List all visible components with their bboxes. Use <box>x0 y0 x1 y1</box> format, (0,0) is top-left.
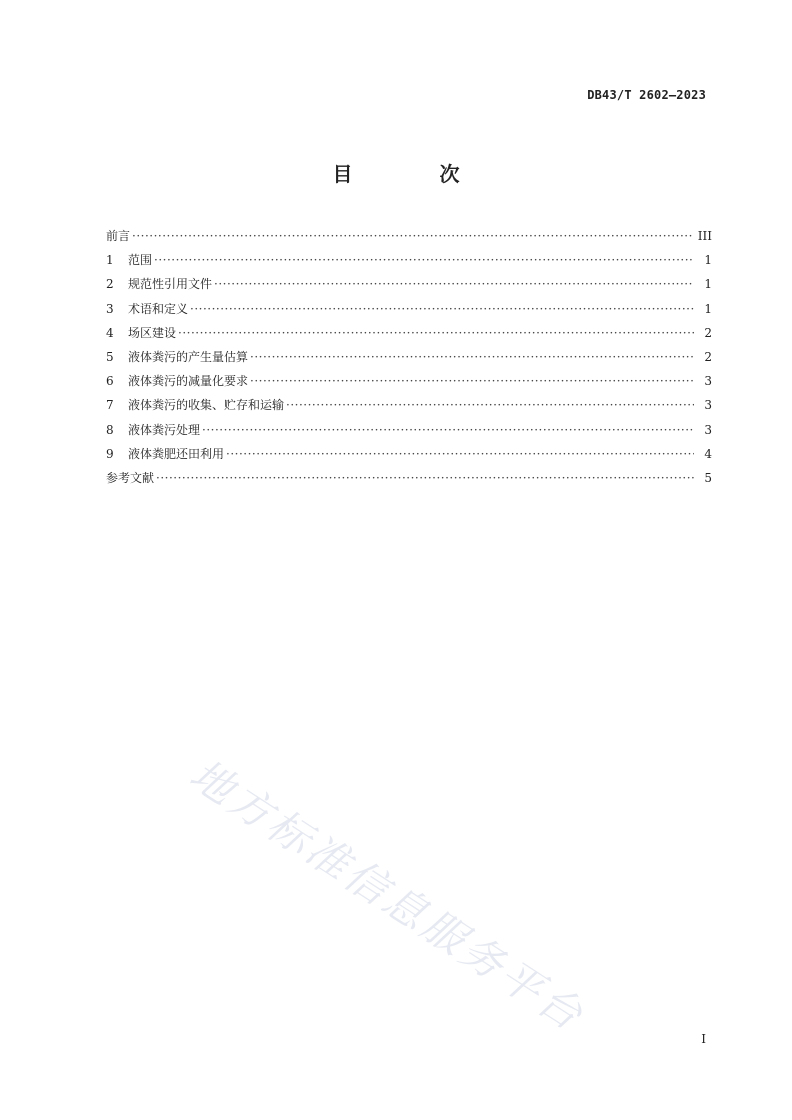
toc-entry-page: 1 <box>704 253 712 268</box>
toc-entry-number: 2 <box>106 277 114 292</box>
toc-dot-leader <box>286 393 694 417</box>
toc-entry-number: 1 <box>106 253 114 268</box>
toc-entry[interactable] <box>106 272 712 296</box>
toc-entry-label: 场区建设 <box>128 325 177 340</box>
toc-entry[interactable] <box>106 224 712 248</box>
toc-entry-label: 规范性引用文件 <box>128 277 213 292</box>
toc-entry[interactable] <box>106 345 712 369</box>
toc-entry-label: 参考文献 <box>106 470 155 485</box>
toc-dot-leader <box>154 248 694 272</box>
toc-entry-label: 前言 <box>106 229 131 243</box>
toc-entry-page: III <box>697 229 712 243</box>
toc-dot-leader <box>190 297 694 321</box>
toc-dot-leader <box>178 321 694 345</box>
toc-entry-label: 液体粪污的收集、贮存和运输 <box>128 398 285 413</box>
table-of-contents <box>106 224 712 490</box>
toc-entry-number: 7 <box>106 398 114 413</box>
toc-entry-page: 4 <box>704 446 712 461</box>
toc-entry-page: 5 <box>704 470 712 485</box>
toc-entry-page: 2 <box>704 349 712 364</box>
toc-entry[interactable] <box>106 466 712 490</box>
toc-entry-label: 液体粪污的产生量估算 <box>128 349 249 364</box>
document-code: DB43/T 2602—2023 <box>587 88 706 102</box>
toc-entry[interactable] <box>106 297 712 321</box>
toc-dot-leader <box>250 369 694 393</box>
toc-entry[interactable] <box>106 442 712 466</box>
toc-entry-page: 3 <box>704 398 712 413</box>
toc-entry-number: 8 <box>106 422 114 437</box>
toc-entry-page: 2 <box>704 325 712 340</box>
toc-dot-leader <box>202 418 694 442</box>
toc-dot-leader <box>226 442 694 466</box>
toc-dot-leader <box>250 345 694 369</box>
toc-entry[interactable] <box>106 418 712 442</box>
toc-entry-label: 液体粪肥还田利用 <box>128 446 225 461</box>
toc-entry-number: 3 <box>106 301 114 316</box>
toc-entry-page: 1 <box>704 301 712 316</box>
toc-entry-page: 1 <box>704 277 712 292</box>
toc-entry-page: 3 <box>704 422 712 437</box>
toc-dot-leader <box>156 466 694 490</box>
toc-entry-label: 液体粪污的减量化要求 <box>128 374 249 389</box>
toc-dot-leader <box>132 224 692 248</box>
toc-entry-number: 5 <box>106 349 114 364</box>
toc-entry-label: 术语和定义 <box>128 301 189 316</box>
page-number: I <box>701 1032 706 1046</box>
toc-entry[interactable] <box>106 393 712 417</box>
toc-entry-label: 液体粪污处理 <box>128 422 201 437</box>
toc-entry[interactable] <box>106 321 712 345</box>
toc-entry-page: 3 <box>704 374 712 389</box>
watermark-text: 地方标准信息服务平台 <box>181 749 594 1042</box>
toc-entry[interactable] <box>106 369 712 393</box>
toc-entry-label: 范围 <box>128 253 153 268</box>
toc-entry-number: 4 <box>106 325 114 340</box>
toc-entry-number: 9 <box>106 446 114 461</box>
toc-entry[interactable] <box>106 248 712 272</box>
page-title: 目 次 <box>332 162 500 186</box>
toc-entry-number: 6 <box>106 374 114 389</box>
toc-dot-leader <box>214 272 694 296</box>
